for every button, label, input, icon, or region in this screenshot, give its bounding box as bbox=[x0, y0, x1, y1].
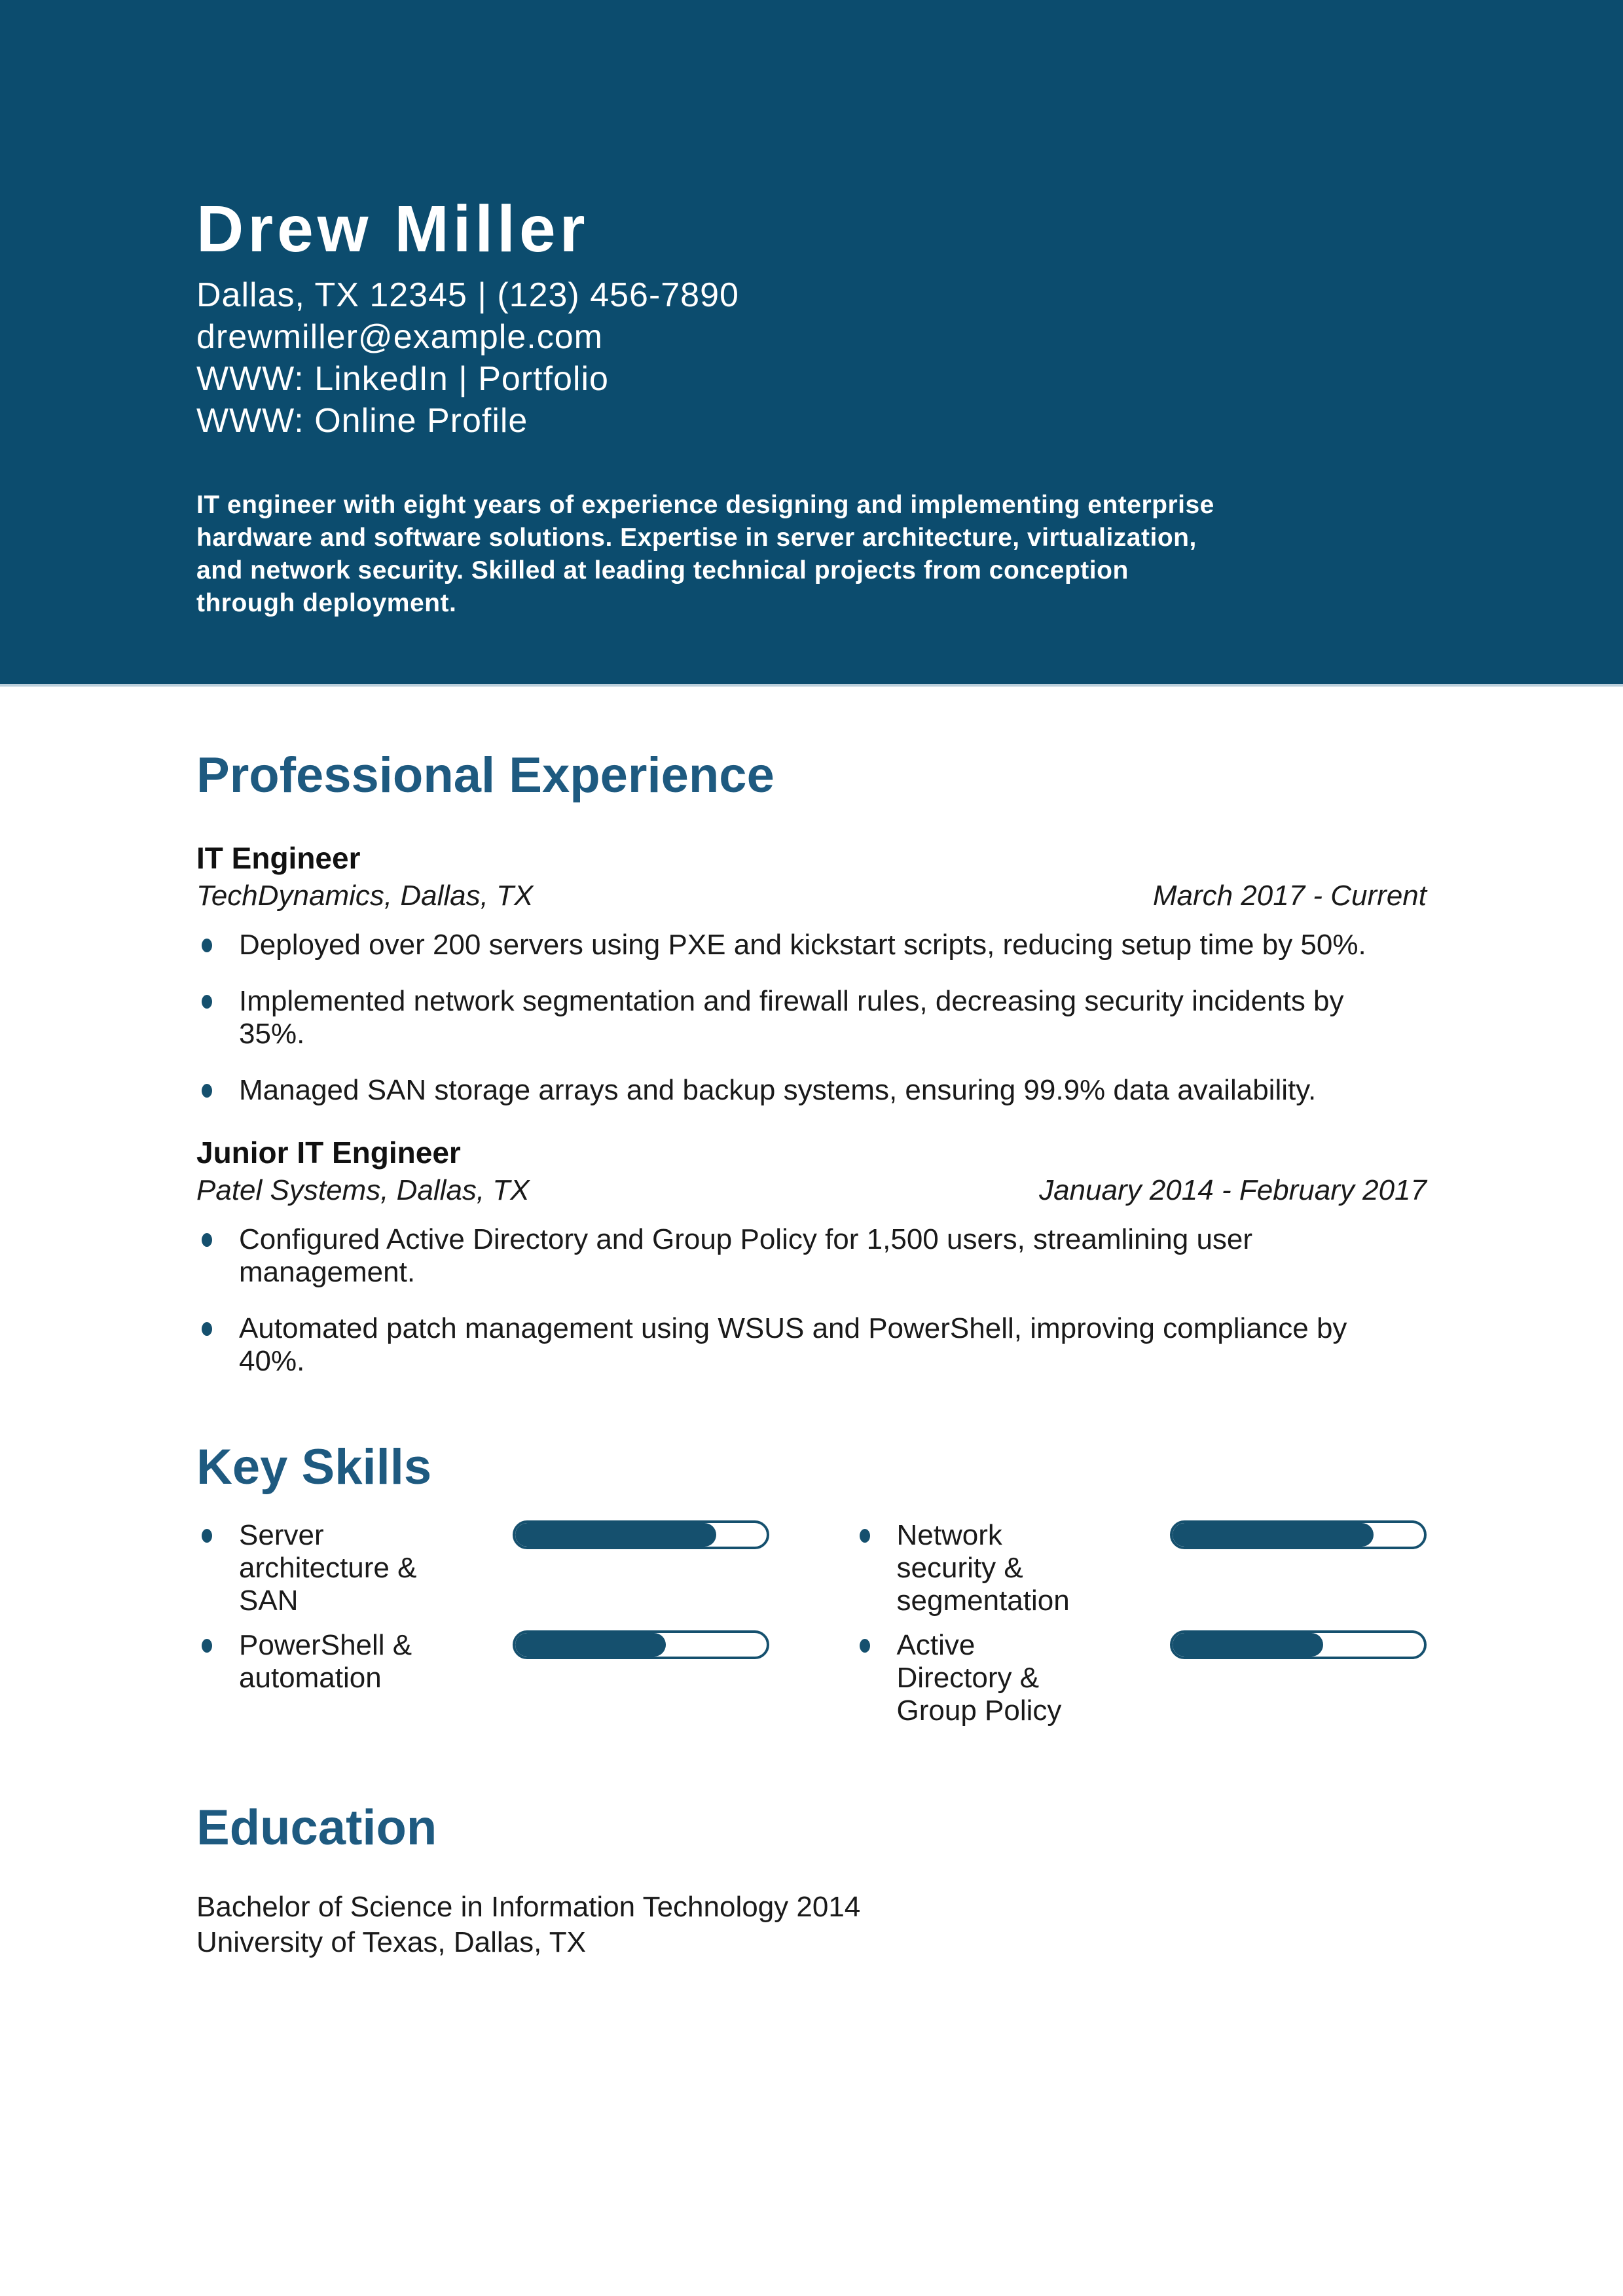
bullet-text: Automated patch management using WSUS and PowerShell, improving compliance by 40%. bbox=[239, 1312, 1347, 1377]
bullet-icon bbox=[202, 939, 212, 952]
section-title-experience: Professional Experience bbox=[196, 747, 775, 803]
job-dates: March 2017 - Current bbox=[1152, 879, 1427, 912]
skill-bar-fill bbox=[515, 1633, 666, 1657]
skill-bar bbox=[513, 1630, 769, 1659]
job-entry-junior-it-engineer bbox=[196, 1136, 1427, 1378]
bullet-text: Implemented network segmentation and firewall rules, decreasing security incidents by 35%. bbox=[239, 984, 1344, 1050]
bullet-icon bbox=[202, 1322, 212, 1336]
skills-grid bbox=[196, 1519, 1427, 1727]
bullet-icon bbox=[202, 1639, 212, 1653]
education-block bbox=[196, 1890, 1427, 1960]
education-school: University of Texas, Dallas, TX bbox=[196, 1926, 587, 1958]
skill-label: Server architecture & SAN bbox=[239, 1519, 417, 1617]
bullet-icon bbox=[202, 1529, 212, 1543]
job-company: TechDynamics, Dallas, TX bbox=[196, 879, 534, 912]
job-meta bbox=[196, 879, 1427, 913]
job-bullet-list bbox=[196, 929, 1427, 1107]
skill-bar-fill bbox=[1173, 1523, 1374, 1547]
skill-item-server-architecture bbox=[196, 1519, 769, 1617]
skill-label: Network security & segmentation bbox=[896, 1519, 1070, 1617]
bullet-icon bbox=[860, 1529, 870, 1543]
bullet-item bbox=[196, 1074, 1427, 1107]
job-dates: January 2014 - February 2017 bbox=[1039, 1174, 1427, 1206]
skill-label: PowerShell & automation bbox=[239, 1629, 412, 1695]
skill-bar-fill bbox=[1173, 1633, 1323, 1657]
bullet-icon bbox=[202, 995, 212, 1009]
bullet-item bbox=[196, 985, 1427, 1050]
skill-label: Active Directory & Group Policy bbox=[896, 1629, 1062, 1727]
bullet-item bbox=[196, 1312, 1427, 1378]
bullet-icon bbox=[202, 1084, 212, 1098]
experience-section bbox=[196, 841, 1427, 1378]
job-title: Junior IT Engineer bbox=[196, 1135, 461, 1170]
contact-location-phone: Dallas, TX 12345 | (123) 456-7890 bbox=[196, 276, 739, 314]
bullet-icon bbox=[860, 1639, 870, 1653]
bullet-text: Deployed over 200 servers using PXE and kickstart scripts, reducing setup time by 50%. bbox=[239, 928, 1366, 961]
contact-online-profile: WWW: Online Profile bbox=[196, 402, 528, 440]
job-bullet-list bbox=[196, 1223, 1427, 1378]
candidate-name: Drew Miller bbox=[196, 192, 589, 266]
contact-links: WWW: LinkedIn | Portfolio bbox=[196, 360, 609, 398]
bullet-item bbox=[196, 1223, 1427, 1289]
skill-bar-fill bbox=[515, 1523, 716, 1547]
professional-summary: IT engineer with eight years of experience designing and implementing enterprise hardware and software solutions. Expertise in server architecture, virtualization, and network security. Skilled at leading technical projects from conception through deployment. bbox=[196, 491, 1214, 617]
bullet-item bbox=[196, 929, 1427, 961]
skill-item-active-directory bbox=[854, 1629, 1427, 1727]
skill-bar bbox=[1170, 1520, 1427, 1549]
bullet-text: Configured Active Directory and Group Policy for 1,500 users, streamlining user management. bbox=[239, 1223, 1253, 1288]
section-title-education: Education bbox=[196, 1800, 437, 1856]
skill-item-network-security bbox=[854, 1519, 1427, 1617]
skill-bar bbox=[1170, 1630, 1427, 1659]
job-entry-it-engineer bbox=[196, 841, 1427, 1107]
education-degree: Bachelor of Science in Information Technology 2014 bbox=[196, 1890, 861, 1923]
skill-bar bbox=[513, 1520, 769, 1549]
job-meta bbox=[196, 1174, 1427, 1208]
contact-block bbox=[196, 274, 1427, 442]
bullet-text: Managed SAN storage arrays and backup systems, ensuring 99.9% data availability. bbox=[239, 1073, 1317, 1106]
resume-body bbox=[0, 748, 1623, 1960]
job-title: IT Engineer bbox=[196, 840, 361, 875]
bullet-icon bbox=[202, 1233, 212, 1247]
contact-email: drewmiller@example.com bbox=[196, 318, 603, 356]
skill-item-powershell bbox=[196, 1629, 769, 1695]
job-company: Patel Systems, Dallas, TX bbox=[196, 1174, 530, 1206]
section-title-skills: Key Skills bbox=[196, 1439, 432, 1495]
resume-header bbox=[0, 0, 1623, 687]
